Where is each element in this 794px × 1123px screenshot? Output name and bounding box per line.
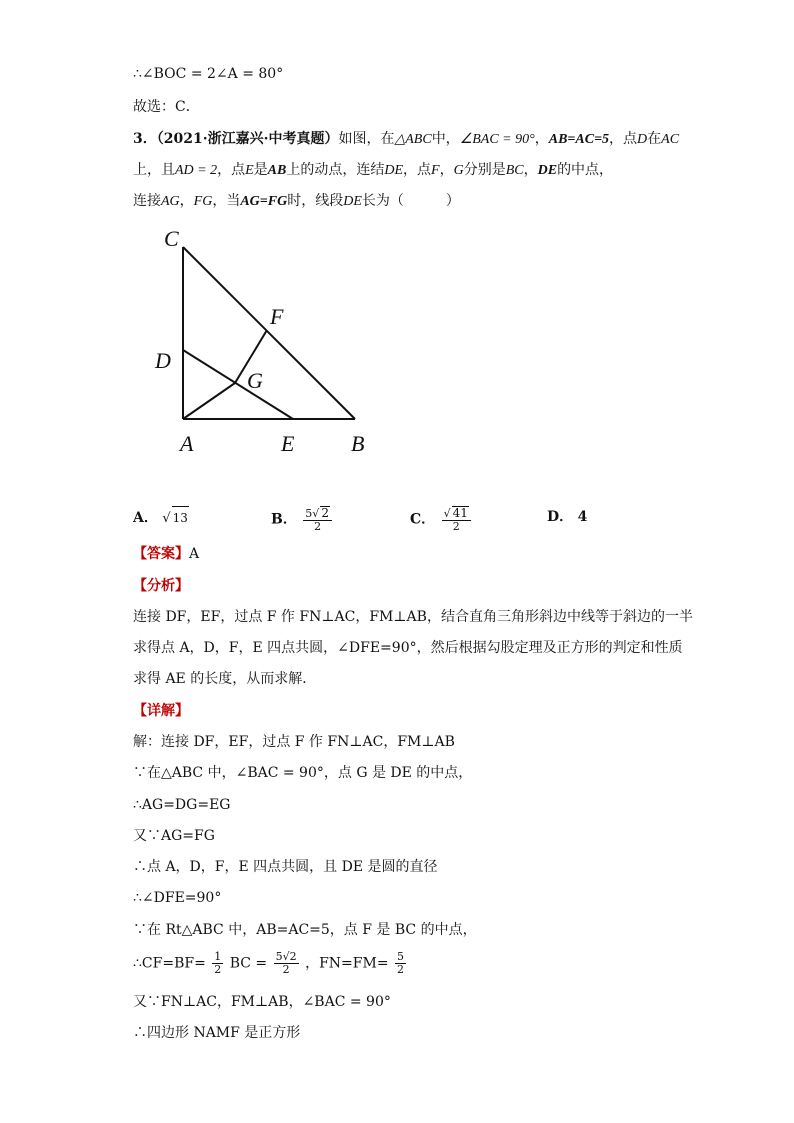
detail-line-7: ∵在 Rt△ABC 中，AB=AC=5，点 F 是 BC 的中点， — [133, 922, 477, 938]
question-line-3 — [133, 191, 460, 212]
text-line-conclusion: ∴∠BOC = 2∠A = 80° — [133, 66, 284, 82]
question-line-1 — [133, 129, 679, 150]
label-d: D — [155, 348, 171, 373]
label-b: B — [351, 431, 365, 456]
q-math: ∠BAC = 90° — [459, 132, 535, 147]
option-a-label: A． — [133, 510, 158, 526]
frac-den: 2 — [282, 963, 290, 976]
detail-tag — [133, 701, 189, 721]
detail-line-5: ∴点 A，D，F，E 四点共圆，且 DE 是圆的直径 — [133, 859, 438, 875]
option-d — [547, 506, 587, 528]
question-line-2 — [133, 160, 613, 181]
label-a: A — [180, 431, 194, 456]
option-c-den: 2 — [452, 520, 460, 533]
q-text: 时，线段 — [287, 193, 344, 209]
option-c — [410, 506, 473, 533]
option-b-radicand: 2 — [321, 506, 329, 520]
option-c-label: C． — [410, 511, 436, 528]
q-text: ， — [179, 193, 194, 209]
frac-den: 2 — [214, 963, 222, 976]
q-math: FG — [193, 194, 213, 209]
sqrt-icon: √ — [443, 507, 451, 520]
fraction-five-root-two — [274, 951, 299, 976]
option-d-label: D． — [547, 509, 574, 525]
frac-num: 1 — [214, 950, 222, 963]
label-e: E — [281, 431, 295, 456]
q-text: 是 — [253, 162, 268, 178]
q-text: 连接 — [133, 193, 161, 209]
q-text: 如图，在 — [338, 131, 395, 147]
frac-den: 2 — [397, 963, 405, 976]
detail-line-4: 又∵AG=FG — [133, 828, 215, 844]
q-text: 上的动点，连结 — [286, 162, 385, 178]
analysis-line-3: 求得 AE 的长度，从而求解． — [133, 671, 317, 687]
q-text: ， — [439, 162, 454, 178]
option-c-fraction — [442, 506, 471, 533]
q-math: G — [453, 163, 464, 178]
q-math: DE — [384, 163, 404, 178]
q-text: 上，且 — [133, 162, 175, 178]
q-math: AC — [661, 132, 680, 147]
q-math: D — [637, 132, 648, 147]
label-f: F — [270, 304, 284, 329]
option-a — [133, 506, 189, 530]
label-g: G — [247, 368, 263, 393]
detail-line-2: ∵在△ABC 中，∠BAC = 90°，点 G 是 DE 的中点， — [133, 765, 473, 781]
fraction-half — [212, 951, 223, 976]
q-math: AB — [267, 163, 287, 178]
frac-num: 5√2 — [275, 950, 297, 963]
q-text: ， — [534, 131, 549, 147]
option-d-value: 4 — [577, 509, 588, 525]
q-text: ，当 — [212, 193, 241, 209]
sqrt-icon: √ — [162, 511, 171, 526]
q-text: ，点 — [609, 131, 638, 147]
d8-text: ∴CF=BF= — [133, 955, 206, 972]
q-text: 长为（ ） — [361, 193, 460, 209]
q-math: F — [431, 163, 440, 178]
q-math: AB=AC=5 — [548, 132, 610, 147]
analysis-tag-text: 【分析】 — [133, 578, 189, 594]
analysis-line-2: 求得点 A，D，F，E 四点共圆，∠DFE=90°，然后根据勾股定理及正方形的判定和性质 — [133, 640, 683, 656]
q-math: AD = 2 — [175, 163, 218, 178]
q-math: E — [245, 163, 254, 178]
q-math: △ABC — [394, 132, 432, 147]
sqrt-icon: √ — [312, 507, 320, 520]
option-b-label: B． — [271, 511, 297, 528]
label-c: C — [164, 226, 179, 251]
option-b-coef: 5 — [305, 507, 313, 520]
detail-line-9: 又∵FN⊥AC，FM⊥AB，∠BAC = 90° — [133, 994, 391, 1010]
question-number: 3． — [133, 131, 157, 147]
detail-line-10: ∴四边形 NAMF 是正方形 — [133, 1025, 301, 1041]
frac-num: 5 — [397, 950, 405, 963]
q-text: ， — [523, 162, 538, 178]
d8-text: ，FN=FM= — [305, 955, 389, 972]
d8-text: BC = — [229, 955, 268, 972]
answer-value: A — [189, 546, 200, 562]
option-b — [271, 506, 334, 533]
q-text: 在 — [647, 131, 662, 147]
segment-ag — [183, 383, 235, 419]
q-math: AG — [161, 194, 180, 209]
detail-line-8 — [133, 951, 408, 976]
q-text: 的中点， — [557, 162, 614, 178]
fraction-five-half — [395, 951, 406, 976]
answer-line — [133, 544, 199, 564]
q-text: 分别是 — [463, 162, 506, 178]
option-b-den: 2 — [314, 520, 322, 533]
q-math: BC — [505, 163, 524, 178]
detail-line-1: 解：连接 DF，EF，过点 F 作 FN⊥AC，FM⊥AB — [133, 734, 455, 750]
option-a-radicand: 13 — [172, 506, 189, 529]
q-text: ，点 — [217, 162, 246, 178]
answer-tag: 【答案】 — [133, 546, 189, 562]
q-text: ，点 — [403, 162, 432, 178]
analysis-tag — [133, 576, 189, 596]
analysis-line-1: 连接 DF，EF，过点 F 作 FN⊥AC，FM⊥AB，结合直角三角形斜边中线等于斜边的一半 — [133, 609, 693, 625]
detail-line-6: ∴∠DFE=90° — [133, 890, 222, 906]
q-math: AG=FG — [240, 194, 288, 209]
detail-line-3: ∴AG=DG=EG — [133, 797, 231, 813]
text-line-choice: 故选：C． — [133, 99, 200, 115]
q-math: DE — [537, 163, 558, 178]
option-c-radicand: 41 — [452, 506, 468, 520]
q-text: 中， — [431, 131, 460, 147]
segment-cb — [183, 247, 355, 419]
geometry-figure — [150, 222, 390, 462]
question-source: （2021·浙江嘉兴·中考真题） — [156, 131, 339, 147]
q-math: DE — [343, 194, 362, 209]
option-b-fraction — [303, 506, 332, 533]
detail-tag-text: 【详解】 — [133, 703, 189, 719]
